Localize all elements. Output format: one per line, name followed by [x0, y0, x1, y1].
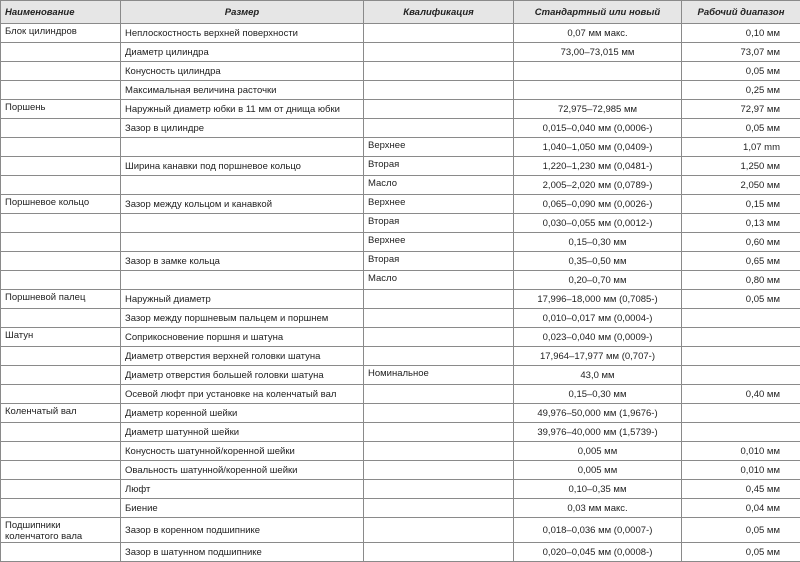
parameter-cell [121, 138, 364, 157]
component-cell: Поршневое кольцо [1, 195, 121, 214]
table-row [1, 252, 800, 271]
standard-value-cell [514, 62, 682, 81]
standard-value-cell: 0,065–0,090 мм (0,0026-) [514, 195, 682, 214]
qualification-cell [364, 100, 514, 119]
table-row [1, 138, 800, 157]
table-row [1, 366, 800, 385]
component-cell [1, 81, 121, 100]
qualification-cell [364, 347, 514, 366]
working-range-cell: 0,05 мм [682, 518, 800, 543]
working-range-cell: 0,05 мм [682, 119, 800, 138]
component-cell [1, 62, 121, 81]
working-range-cell: 0,45 мм [682, 480, 800, 499]
working-range-cell: 0,15 мм [682, 195, 800, 214]
parameter-cell: Диаметр шатунной шейки [121, 423, 364, 442]
table-row [1, 43, 800, 62]
standard-value-cell: 0,20–0,70 мм [514, 271, 682, 290]
parameter-cell: Конусность цилиндра [121, 62, 364, 81]
parameter-cell: Соприкосновение поршня и шатуна [121, 328, 364, 347]
parameter-cell [121, 176, 364, 195]
component-cell [1, 271, 121, 290]
header-row [1, 1, 800, 24]
qualification-cell [364, 43, 514, 62]
component-cell [1, 385, 121, 404]
parameter-cell [121, 214, 364, 233]
working-range-cell: 0,40 мм [682, 385, 800, 404]
table-header [1, 1, 800, 24]
component-cell [1, 461, 121, 480]
table-row [1, 518, 800, 543]
parameter-cell: Зазор в цилиндре [121, 119, 364, 138]
standard-value-cell: 0,030–0,055 мм (0,0012-) [514, 214, 682, 233]
qualification-cell: Вторая [364, 252, 514, 271]
parameter-cell: Диаметр отверстия большей головки шатуна [121, 366, 364, 385]
standard-value-cell: 0,07 мм макс. [514, 24, 682, 43]
standard-value-cell: 0,020–0,045 мм (0,0008-) [514, 543, 682, 562]
standard-value-cell: 2,005–2,020 мм (0,0789-) [514, 176, 682, 195]
table-row [1, 461, 800, 480]
standard-value-cell: 0,35–0,50 мм [514, 252, 682, 271]
standard-value-cell: 17,964–17,977 мм (0,707-) [514, 347, 682, 366]
qualification-cell [364, 499, 514, 518]
qualification-cell [364, 404, 514, 423]
component-cell [1, 252, 121, 271]
qualification-cell [364, 119, 514, 138]
qualification-cell [364, 385, 514, 404]
component-cell: Коленчатый вал [1, 404, 121, 423]
standard-value-cell: 1,040–1,050 мм (0,0409-) [514, 138, 682, 157]
working-range-cell [682, 366, 800, 385]
parameter-cell: Овальность шатунной/коренной шейки [121, 461, 364, 480]
working-range-cell: 0,65 мм [682, 252, 800, 271]
standard-value-cell: 73,00–73,015 мм [514, 43, 682, 62]
working-range-cell: 0,80 мм [682, 271, 800, 290]
parameter-cell: Зазор между кольцом и канавкой [121, 195, 364, 214]
qualification-cell: Масло [364, 176, 514, 195]
qualification-cell [364, 290, 514, 309]
working-range-cell: 0,13 мм [682, 214, 800, 233]
standard-value-cell: 0,10–0,35 мм [514, 480, 682, 499]
table-row [1, 385, 800, 404]
component-cell [1, 157, 121, 176]
parameter-cell: Ширина канавки под поршневое кольцо [121, 157, 364, 176]
qualification-cell: Верхнее [364, 138, 514, 157]
parameter-cell: Осевой люфт при установке на коленчатый вал [121, 385, 364, 404]
component-cell [1, 423, 121, 442]
standard-value-cell: 0,005 мм [514, 461, 682, 480]
qualification-cell [364, 442, 514, 461]
standard-value-cell: 0,023–0,040 мм (0,0009-) [514, 328, 682, 347]
table-row [1, 24, 800, 43]
table-row [1, 100, 800, 119]
qualification-cell: Номинальное [364, 366, 514, 385]
working-range-cell [682, 404, 800, 423]
working-range-cell: 0,010 мм [682, 461, 800, 480]
working-range-cell: 0,60 мм [682, 233, 800, 252]
header-qualification: Квалификация [364, 1, 514, 24]
table-row [1, 62, 800, 81]
component-cell: Подшипники коленчатого вала [1, 518, 121, 543]
parameter-cell: Зазор в шатунном подшипнике [121, 543, 364, 562]
qualification-cell [364, 62, 514, 81]
component-cell [1, 543, 121, 562]
qualification-cell [364, 24, 514, 43]
standard-value-cell: 0,015–0,040 мм (0,0006-) [514, 119, 682, 138]
parameter-cell: Наружный диаметр [121, 290, 364, 309]
table-row [1, 480, 800, 499]
working-range-cell: 0,05 мм [682, 543, 800, 562]
qualification-cell [364, 423, 514, 442]
table-row [1, 271, 800, 290]
header-standard: Стандартный или новый [514, 1, 682, 24]
standard-value-cell: 0,018–0,036 мм (0,0007-) [514, 518, 682, 543]
component-cell [1, 138, 121, 157]
component-cell: Поршень [1, 100, 121, 119]
working-range-cell: 72,97 мм [682, 100, 800, 119]
standard-value-cell: 39,976–40,000 мм (1,5739-) [514, 423, 682, 442]
component-cell [1, 119, 121, 138]
table-row [1, 81, 800, 100]
table-row [1, 499, 800, 518]
working-range-cell: 2,050 мм [682, 176, 800, 195]
component-cell [1, 309, 121, 328]
working-range-cell: 0,05 мм [682, 62, 800, 81]
parameter-cell: Биение [121, 499, 364, 518]
parameter-cell: Неплоскостность верхней поверхности [121, 24, 364, 43]
working-range-cell [682, 309, 800, 328]
parameter-cell [121, 271, 364, 290]
table-row [1, 309, 800, 328]
component-cell: Шатун [1, 328, 121, 347]
table-row [1, 347, 800, 366]
table-row [1, 423, 800, 442]
qualification-cell: Вторая [364, 157, 514, 176]
component-cell: Поршневой палец [1, 290, 121, 309]
table-row [1, 543, 800, 562]
table-row [1, 442, 800, 461]
parameter-cell: Диаметр отверстия верхней головки шатуна [121, 347, 364, 366]
qualification-cell [364, 328, 514, 347]
component-cell: Блок цилиндров [1, 24, 121, 43]
component-cell [1, 43, 121, 62]
parameter-cell: Зазор в замке кольца [121, 252, 364, 271]
qualification-cell [364, 309, 514, 328]
component-cell [1, 480, 121, 499]
component-cell [1, 366, 121, 385]
table-row [1, 119, 800, 138]
working-range-cell [682, 423, 800, 442]
working-range-cell: 73,07 мм [682, 43, 800, 62]
working-range-cell [682, 328, 800, 347]
parameter-cell: Конусность шатунной/коренной шейки [121, 442, 364, 461]
table-row [1, 195, 800, 214]
standard-value-cell: 0,010–0,017 мм (0,0004-) [514, 309, 682, 328]
working-range-cell: 0,25 мм [682, 81, 800, 100]
standard-value-cell: 43,0 мм [514, 366, 682, 385]
parameter-cell: Зазор в коренном подшипнике [121, 518, 364, 543]
working-range-cell: 0,04 мм [682, 499, 800, 518]
table-row [1, 233, 800, 252]
parameter-cell [121, 233, 364, 252]
component-cell [1, 347, 121, 366]
standard-value-cell: 72,975–72,985 мм [514, 100, 682, 119]
qualification-cell: Масло [364, 271, 514, 290]
standard-value-cell: 17,996–18,000 мм (0,7085-) [514, 290, 682, 309]
working-range-cell [682, 347, 800, 366]
parameter-cell: Наружный диаметр юбки в 11 мм от днища юбки [121, 100, 364, 119]
header-name: Наименование [1, 1, 121, 24]
parameter-cell: Зазор между поршневым пальцем и поршнем [121, 309, 364, 328]
component-cell [1, 442, 121, 461]
component-cell [1, 214, 121, 233]
standard-value-cell: 0,03 мм макс. [514, 499, 682, 518]
working-range-cell: 1,07 mm [682, 138, 800, 157]
component-cell [1, 176, 121, 195]
table-row [1, 157, 800, 176]
qualification-cell [364, 518, 514, 543]
table-row [1, 214, 800, 233]
standard-value-cell: 0,005 мм [514, 442, 682, 461]
table-row [1, 176, 800, 195]
standard-value-cell: 0,15–0,30 мм [514, 233, 682, 252]
table-row [1, 404, 800, 423]
qualification-cell: Вторая [364, 214, 514, 233]
qualification-cell [364, 480, 514, 499]
working-range-cell: 0,010 мм [682, 442, 800, 461]
working-range-cell: 0,10 мм [682, 24, 800, 43]
parameter-cell: Диаметр коренной шейки [121, 404, 364, 423]
standard-value-cell: 0,15–0,30 мм [514, 385, 682, 404]
parameter-cell: Диаметр цилиндра [121, 43, 364, 62]
standard-value-cell [514, 81, 682, 100]
qualification-cell [364, 461, 514, 480]
parameter-cell: Люфт [121, 480, 364, 499]
standard-value-cell: 49,976–50,000 мм (1,9676-) [514, 404, 682, 423]
qualification-cell [364, 81, 514, 100]
qualification-cell: Верхнее [364, 233, 514, 252]
parameter-cell: Максимальная величина расточки [121, 81, 364, 100]
table-body [1, 24, 800, 562]
component-cell [1, 499, 121, 518]
header-working-range: Рабочий диапазон [682, 1, 800, 24]
qualification-cell: Верхнее [364, 195, 514, 214]
table-row [1, 290, 800, 309]
table-row [1, 328, 800, 347]
working-range-cell: 1,250 мм [682, 157, 800, 176]
qualification-cell [364, 543, 514, 562]
standard-value-cell: 1,220–1,230 мм (0,0481-) [514, 157, 682, 176]
header-size: Размер [121, 1, 364, 24]
working-range-cell: 0,05 мм [682, 290, 800, 309]
component-cell [1, 233, 121, 252]
